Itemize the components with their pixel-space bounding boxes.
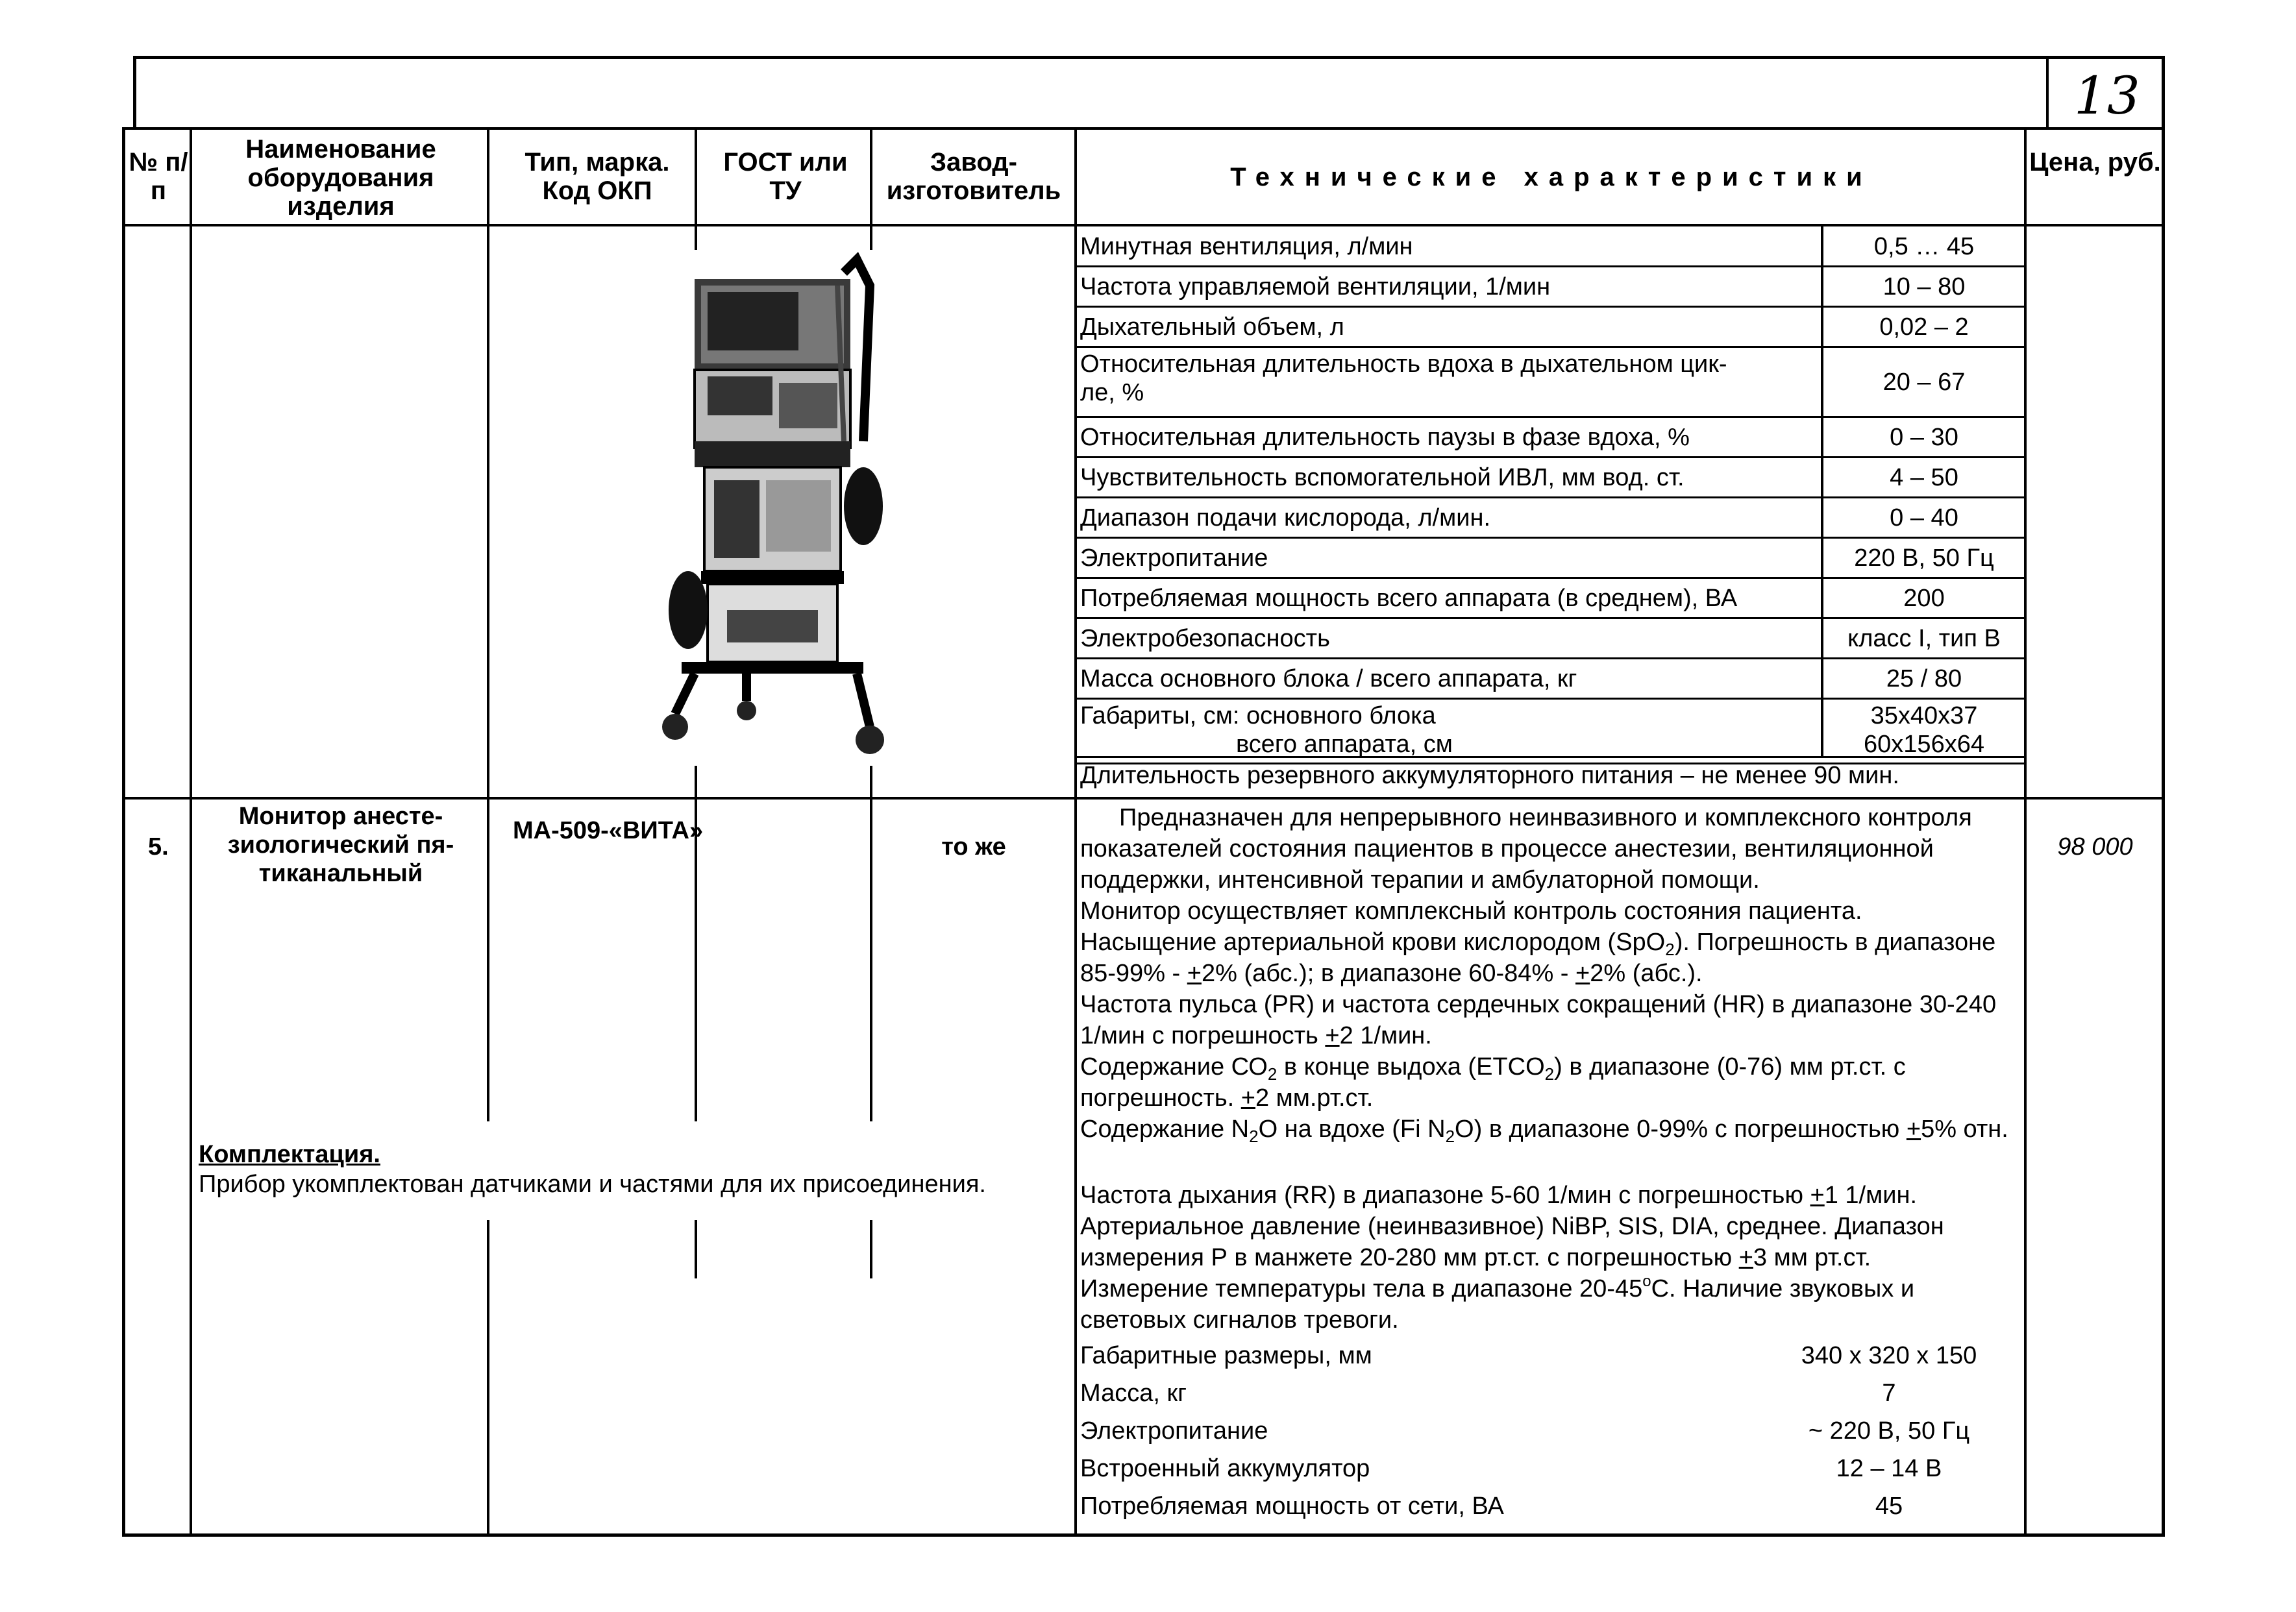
monitor-spec-name: Масса, кг bbox=[1080, 1380, 1187, 1407]
bp-a: Артериальное давление (неинвазивное) NiBP, SIS, DIA, среднее. Диапазон измерения Р в манжете 20-280 мм рт.ст. с погрешностью bbox=[1080, 1213, 1944, 1271]
spec-right-line bbox=[2024, 224, 2027, 756]
col-line-2 bbox=[487, 127, 489, 226]
kit-title: Комплектация. bbox=[199, 1141, 380, 1168]
col-gost-line-d bbox=[870, 1220, 872, 1278]
n2o-text bbox=[1080, 1114, 2021, 1145]
spec-row bbox=[1080, 347, 2021, 417]
col-num-line bbox=[190, 224, 192, 1537]
frame-top bbox=[133, 56, 2165, 59]
anesthesia-machine-icon bbox=[649, 247, 909, 772]
frame-left bbox=[133, 56, 136, 128]
header-gost bbox=[711, 148, 860, 205]
temp-c: С. Наличие звуковых и световых сигналов тревоги. bbox=[1080, 1275, 1915, 1334]
n2o-e: 5% отн. bbox=[1921, 1116, 2008, 1143]
row-separator bbox=[122, 797, 2165, 800]
spec-value: 20 – 67 bbox=[1882, 369, 1966, 396]
spec-row bbox=[1080, 618, 2021, 659]
header-maker-text: Завод-изготовитель bbox=[886, 148, 1061, 205]
col-type-line-d bbox=[695, 1220, 697, 1278]
col-type-line-c bbox=[695, 797, 697, 1121]
pulse-c: 2 1/мин. bbox=[1339, 1022, 1432, 1049]
spec-value: 200 bbox=[1903, 585, 1945, 612]
co2-e: 2 мм.рт.ст. bbox=[1255, 1084, 1374, 1112]
header-name-text: Наименование оборудования изделия bbox=[245, 135, 436, 221]
frame-right bbox=[2162, 56, 2165, 1537]
pulse-text bbox=[1080, 989, 2021, 1051]
spec-name: Относительная длительность паузы в фазе вдоха, % bbox=[1080, 424, 1690, 451]
spec-name: Частота управляемой вентиляции, 1/мин bbox=[1080, 273, 1551, 300]
bp-b: + bbox=[1738, 1244, 1753, 1271]
rr-text bbox=[1080, 1180, 2021, 1211]
item5-maker: то же bbox=[941, 833, 1006, 861]
desc2-text: Монитор осуществляет комплексный контроль состояния пациента. bbox=[1080, 898, 1862, 925]
spec-value: 0 – 30 bbox=[1890, 424, 1958, 451]
kit-text: Прибор укомплектован датчиками и частями для их присоединения. bbox=[199, 1171, 986, 1198]
monitor-spec-value: 340 х 320 х 150 bbox=[1801, 1342, 1977, 1369]
n2o-c: O) в диапазоне 0-99% с погрешностью bbox=[1455, 1116, 1907, 1143]
col-name-line-c bbox=[487, 1220, 489, 1537]
spec-name: Относительная длительность вдоха в дыхательном цик- bbox=[1080, 350, 1727, 378]
header-num-text: № п/п bbox=[129, 148, 188, 205]
item5-name-text: Монитор анесте-зиологический пя-тиканальный bbox=[227, 803, 454, 887]
header-price bbox=[2029, 148, 2162, 177]
spec-name: Минутная вентиляция, л/мин bbox=[1080, 233, 1413, 260]
monitor-spec-name: Габаритные размеры, мм bbox=[1080, 1342, 1372, 1369]
spec-value: 0 – 40 bbox=[1890, 504, 1958, 531]
spec-row bbox=[1080, 578, 2021, 618]
header-tech-text: Технические характеристики bbox=[1230, 163, 1873, 191]
spo2-d: 2% (абс.); в диапазоне 60-84% - bbox=[1201, 960, 1576, 987]
col-line-1 bbox=[190, 127, 192, 226]
spec-name: Электропитание bbox=[1080, 544, 1268, 572]
pulse-b: + bbox=[1325, 1022, 1340, 1049]
spec-name: Дыхательный объем, л bbox=[1080, 313, 1344, 341]
battery-text: Длительность резервного аккумуляторного питания – не менее 90 мин. bbox=[1080, 762, 1899, 789]
header-maker bbox=[876, 148, 1071, 205]
co2-sub-1: 2 bbox=[1267, 1064, 1278, 1084]
spec-name: Диапазон подачи кислорода, л/мин. bbox=[1080, 504, 1491, 531]
spec-name-line2: всего аппарата, см bbox=[1236, 731, 1453, 758]
bp-text bbox=[1080, 1211, 2021, 1273]
spec-row bbox=[1080, 226, 2021, 267]
spec-name: Габариты, см: основного блока bbox=[1080, 702, 1436, 729]
rr-a: Частота дыхания (RR) в диапазоне 5-60 1/мин с погрешностью bbox=[1080, 1182, 1810, 1209]
spec-row bbox=[1080, 699, 2021, 764]
spec-value: 220 В, 50 Гц bbox=[1854, 544, 1994, 572]
co2-a: Содержание СО bbox=[1080, 1053, 1268, 1081]
spec-row bbox=[1080, 417, 2021, 458]
col-line-3 bbox=[695, 127, 697, 226]
monitor-spec-name: Встроенный аккумулятор bbox=[1080, 1455, 1370, 1482]
co2-c: ) в диапазоне (0-76) мм рт.ст. с погрешность. bbox=[1080, 1053, 1906, 1112]
co2-sub-2: 2 bbox=[1544, 1064, 1555, 1084]
item5-type-text: МА-509-«ВИТА» bbox=[513, 817, 704, 844]
n2o-b: O на вдохе (Fi N bbox=[1258, 1116, 1446, 1143]
co2-b: в конце выдоха (ETCO bbox=[1277, 1053, 1545, 1081]
spec-value: 25 / 80 bbox=[1886, 665, 1962, 692]
spec-row bbox=[1080, 458, 2021, 498]
col-line-5 bbox=[1074, 127, 1077, 1537]
spec-row bbox=[1080, 498, 2021, 538]
header-type-text: Тип, марка. Код ОКП bbox=[525, 148, 670, 205]
spec-value: класс I, тип В bbox=[1847, 625, 2001, 652]
desc-text: Предназначен для непрерывного неинвазивного и комплексного контроля показателей состояния пациентов в процессе анестезии, вентиляционной поддержки, интенсивной терапии и амбулаторной помощи. bbox=[1080, 804, 1972, 894]
spo2-a: Насыщение артериальной крови кислородом (SpO bbox=[1080, 929, 1666, 956]
spec-name-line2: ле, % bbox=[1080, 379, 1144, 406]
header-name bbox=[195, 135, 487, 221]
col-line-4 bbox=[870, 127, 872, 226]
spo2-b: ). Погрешность в диапазоне 85-99% - bbox=[1080, 929, 1996, 987]
spo2-e: + bbox=[1575, 960, 1590, 987]
co2-d: + bbox=[1241, 1084, 1255, 1112]
item5-number: 5. bbox=[148, 833, 169, 861]
spec-row bbox=[1080, 307, 2021, 347]
col-gost-line-c bbox=[870, 797, 872, 1121]
temp-text bbox=[1080, 1273, 2021, 1336]
equipment-photo bbox=[649, 247, 909, 772]
item5-name bbox=[201, 802, 480, 888]
item5-description-2 bbox=[1080, 896, 2021, 927]
header-top-line bbox=[122, 127, 2165, 130]
monitor-spec-name: Электропитание bbox=[1080, 1417, 1268, 1445]
temp-a: Измерение температуры тела в диапазоне 20-45 bbox=[1080, 1275, 1643, 1302]
col-name-line-b bbox=[487, 797, 489, 1121]
n2o-a: Содержание N bbox=[1080, 1116, 1250, 1143]
monitor-spec-value: 45 bbox=[1875, 1493, 1903, 1520]
bp-c: 3 мм рт.ст. bbox=[1753, 1244, 1871, 1271]
col-name-line-a bbox=[487, 224, 489, 798]
spec-value: 35х40х37 bbox=[1870, 702, 1978, 729]
header-type bbox=[503, 148, 691, 205]
spo2-f: 2% (абс.). bbox=[1590, 960, 1703, 987]
header-price-text: Цена, руб. bbox=[2029, 148, 2161, 177]
spec-row bbox=[1080, 538, 2021, 578]
col-gost-line-a bbox=[870, 224, 872, 250]
header-tech bbox=[1081, 162, 2022, 192]
header-gost-text: ГОСТ или ТУ bbox=[723, 148, 848, 205]
page-number: 13 bbox=[2074, 66, 2140, 126]
monitor-spec-name: Потребляемая мощность от сети, ВА bbox=[1080, 1493, 1504, 1520]
rr-b: + bbox=[1810, 1182, 1825, 1209]
spec-value: 4 – 50 bbox=[1890, 464, 1958, 491]
spec-name: Чувствительность вспомогательной ИВЛ, мм вод. ст. bbox=[1080, 464, 1685, 491]
frame-bottom bbox=[122, 1533, 2165, 1537]
spec-value-line2: 60х156х64 bbox=[1864, 731, 1984, 758]
monitor-spec-value: 7 bbox=[1882, 1380, 1896, 1407]
co2-text bbox=[1080, 1051, 2021, 1114]
n2o-sub-2: 2 bbox=[1445, 1127, 1455, 1146]
rr-c: 1 1/мин. bbox=[1824, 1182, 1918, 1209]
monitor-spec-value: 12 – 14 В bbox=[1836, 1455, 1942, 1482]
item5-type bbox=[513, 816, 704, 845]
pulse-a: Частота пульса (PR) и частота сердечных сокращений (HR) в диапазоне 30-240 1/мин с погрешность bbox=[1080, 991, 1997, 1049]
temp-sup: о bbox=[1642, 1273, 1651, 1290]
frame-left-lower bbox=[122, 127, 125, 1537]
spec-value: 0,02 – 2 bbox=[1879, 313, 1969, 341]
item5-price: 98 000 bbox=[2057, 833, 2133, 861]
page-number-box-left bbox=[2046, 56, 2049, 128]
n2o-sub-1: 2 bbox=[1249, 1127, 1259, 1146]
spec-row bbox=[1080, 267, 2021, 307]
spec-row bbox=[1080, 659, 2021, 699]
item5-description bbox=[1080, 802, 2021, 896]
spec-name: Масса основного блока / всего аппарата, кг bbox=[1080, 665, 1577, 692]
n2o-d: + bbox=[1906, 1116, 1921, 1143]
spo2-sub: 2 bbox=[1665, 940, 1675, 959]
col-type-line-a bbox=[695, 224, 697, 250]
spo2-c: + bbox=[1187, 960, 1202, 987]
monitor-spec-value: ~ 220 В, 50 Гц bbox=[1808, 1417, 1970, 1445]
spo2-text bbox=[1080, 927, 2021, 989]
spec-name: Потребляемая мощность всего аппарата (в среднем), ВА bbox=[1080, 585, 1738, 612]
spec-name: Электробезопасность bbox=[1080, 625, 1330, 652]
spec-value: 10 – 80 bbox=[1882, 273, 1966, 300]
header-num bbox=[127, 148, 190, 205]
spec-value: 0,5 … 45 bbox=[1873, 233, 1975, 260]
